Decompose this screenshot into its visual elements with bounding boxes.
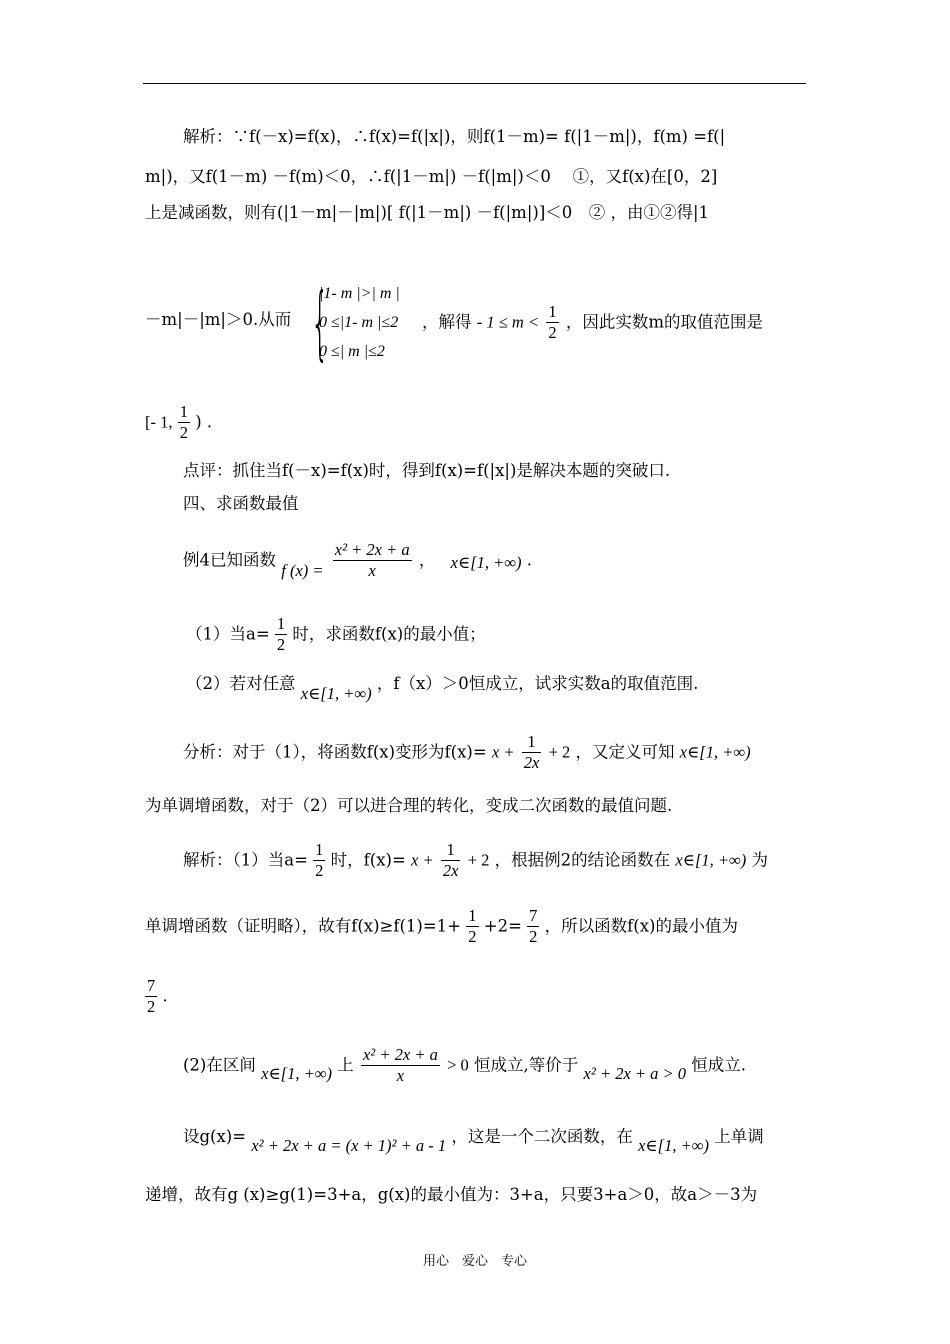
range-close: ) .	[195, 412, 213, 432]
question-1-post: 时，求函数f(x)的最小值；	[292, 624, 486, 644]
comment: 点评：抓住当f(－x)=f(x)时，得到f(x)=f(|x|)是解决本题的突破口.	[183, 461, 671, 480]
solution-1-line-2	[145, 906, 738, 947]
range-lead: ，因此实数m的取值范围是	[565, 312, 764, 332]
solution-1-l2-post: ，所以函数f(x)的最小值为	[544, 916, 738, 936]
solution-3-mid: ，这是一个二次函数，在	[451, 1127, 633, 1146]
solution-1-line-3	[145, 976, 168, 1017]
expr-x-plus: x +	[411, 850, 434, 870]
example-4-end: .	[526, 550, 533, 570]
solve-word: ，解得	[422, 312, 472, 332]
domain-expr: x∈[1, +∞)	[679, 742, 751, 762]
fraction-one-over-2x: $\frac{1}{2x}$	[523, 732, 540, 772]
solve-result	[422, 302, 763, 343]
example-4-sep: ，	[418, 550, 436, 570]
solution-2-post: 恒成立.	[691, 1055, 747, 1075]
solution-2-on: 上	[337, 1055, 354, 1075]
range-open: [- 1,	[145, 412, 173, 432]
case-1: |1- m |>| m |	[319, 285, 400, 302]
line4-prefix: －m|－|m|＞0.从而	[145, 310, 292, 329]
fraction-seven-halves: $\frac{7}{2}$	[529, 906, 538, 946]
solution-line-2: m|)，又f(1－m) －f(m)＜0，∴f(|1－m|) －f(|m|)＜0 ①，又f(x)在[0，2]	[145, 167, 718, 186]
solution-1-l2-mid: +2=	[483, 916, 522, 936]
page-footer: 用心 爱心 专心	[422, 1254, 527, 1269]
solution-line-3: 上是减函数，则有(|1－m|－|m|)[ f(|1－m|) －f(|m|)]＜0 ② ，由①②得|1	[145, 203, 710, 222]
domain-expr: x∈[1, +∞)	[300, 684, 372, 703]
fraction-one-half: $\frac{1}{2}$	[315, 840, 324, 880]
question-1	[186, 614, 486, 655]
question-1-pre: （1）当a=	[186, 624, 270, 644]
solution-1-mid2: ，根据例2的结论函数在	[494, 850, 671, 870]
left-brace-icon: {	[311, 276, 329, 369]
case-2: 0 ≤|1- m |≤2	[319, 314, 399, 331]
fraction-one-half: $\frac{1}{2}$	[468, 906, 477, 946]
case-3: 0 ≤| m |≤2	[319, 343, 385, 360]
expr-x-plus: x +	[491, 742, 515, 762]
fraction-fx: $\frac{\text{x² + 2x + a}}{x}$	[362, 1045, 438, 1085]
solution-line-4	[145, 309, 291, 331]
range-answer	[145, 402, 212, 443]
solution-line-1: 解析：∵f(－x)=f(x)，∴f(x)=f(|x|)，则f(1－m)= f(|1－m|)，f(m) =f(|	[183, 127, 726, 146]
function-fx: f (x) =	[281, 560, 324, 580]
solution-3-post: 上单调	[714, 1127, 764, 1146]
section-heading: 四、求函数最值	[183, 494, 299, 513]
example-4	[183, 540, 532, 581]
example-4-label: 例4已知函数	[183, 550, 276, 570]
solution-2-line	[183, 1045, 746, 1086]
header-rule	[143, 83, 806, 84]
domain-expr: x∈[1, +∞)	[450, 552, 522, 572]
g-expression: x² + 2x + a = (x + 1)² + a - 1	[251, 1136, 447, 1155]
question-2-pre: （2）若对任意	[186, 674, 296, 693]
solution-1-pre: 解析：（1）当a=	[183, 850, 308, 870]
question-2-post: ，f（x）＞0恒成立，试求实数a的取值范围.	[376, 674, 699, 693]
fraction-one-half: $\frac{1}{2}$	[548, 302, 557, 342]
solution-3-pre: 设g(x)=	[183, 1127, 247, 1146]
quadratic-inequality: x² + 2x + a > 0	[583, 1063, 687, 1083]
solve-inequality: - 1 ≤ m <	[476, 312, 540, 332]
solution-2-pre: (2)在区间	[183, 1055, 256, 1075]
expr-plus-2: + 2	[548, 742, 571, 762]
question-2	[186, 673, 699, 703]
solution-2-mid: 恒成立,等价于	[474, 1055, 579, 1075]
greater-than-zero: > 0	[447, 1055, 469, 1075]
fraction-one-half: $\frac{1}{2}$	[179, 402, 188, 442]
domain-expr: x∈[1, +∞)	[261, 1063, 332, 1083]
analysis-mid: ，又定义可知	[575, 742, 675, 762]
fraction-seven-halves: $\frac{7}{2}$	[147, 976, 156, 1016]
solution-1-mid: 时，f(x)=	[330, 850, 406, 870]
solution-3-line-1	[183, 1126, 764, 1155]
fraction-one-over-2x: $\frac{1}{2x}$	[442, 840, 459, 880]
solution-3-line-2: 递增，故有g (x)≥g(1)=3+a，g(x)的最小值为：3+a，只要3+a＞0，故a＞－3为	[145, 1185, 758, 1204]
analysis-pre: 分析：对于（1），将函数f(x)变形为f(x)=	[183, 742, 487, 762]
analysis-line-1	[183, 732, 751, 773]
domain-expr: x∈[1, +∞)	[638, 1136, 709, 1155]
fraction-fx: $\frac{\text{x² + 2x + a}}{x}$	[334, 540, 410, 580]
fraction-one-half: $\frac{1}{2}$	[276, 614, 286, 654]
solution-1-end: .	[162, 986, 168, 1006]
solution-1-l2-pre: 单调增函数（证明略），故有f(x)≥f(1)=1+	[145, 916, 461, 936]
domain-expr: x∈[1, +∞)	[675, 850, 747, 870]
solution-1-line-1	[183, 840, 768, 881]
solution-1-post: 为	[751, 850, 769, 870]
analysis-line-2: 为单调增函数，对于（2）可以进合理的转化，变成二次函数的最值问题.	[145, 796, 673, 815]
expr-plus-2: + 2	[467, 850, 490, 870]
